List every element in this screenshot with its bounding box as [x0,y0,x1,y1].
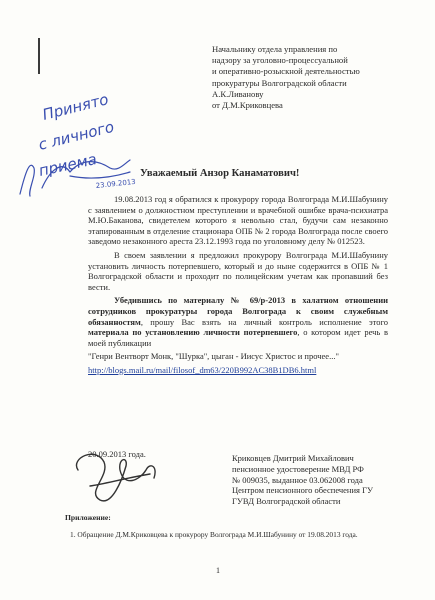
signer-line: ГУВД Волгоградской области [232,496,341,507]
addressee-line: прокуратуры Волгоградской области [212,77,347,88]
salutation: Уважаемый Анзор Канаматович! [140,168,300,179]
addressee-line: А.К.Ливанову [212,88,264,99]
letter-date: 20.09.2013 года. [88,449,146,459]
addressee-line: Начальнику отдела управления по [212,44,338,54]
request-text: , прошу Вас взять на личный контроль исполнение этого [140,316,388,327]
signer-line: Криковцев Дмитрий Михайлович [232,453,354,463]
signer-line: пенсионное удостоверение МВД РФ [232,463,364,474]
addressee-line: и оперативно-розыскной деятельностью [212,66,360,77]
request-bold-text: Убедившись по материалу № 69/р-2013 в халатном отношении сотрудников прокуратуры города Волгограда к своим служебным обязанностям [88,295,388,327]
attachment-item: 1. Обращение Д.М.Криковцева к прокурору Волгограда М.И.Шабунину от 19.08.2013 года. [70,530,358,539]
handwritten-date: 23.09.2013 [95,177,137,190]
handwritten-note-line: с личного [36,117,116,154]
publication-title: "Генри Вентворт Монк, "Шурка", цыган - Иисус Христос и прочее..." [88,351,339,362]
addressee-line: от Д.М.Криковцева [212,100,283,111]
signer-block [232,453,427,507]
addressee-line: надзору за уголовно-процессуальной [212,55,348,66]
handwritten-note-line: приема [37,150,99,180]
signer-line: № 009035, выданное 03.062008 года [232,474,363,485]
handwritten-note-line: Принято [40,90,111,124]
page-number: 1 [216,566,220,575]
attachment-title: Приложение: [65,513,111,522]
signer-line: Центром пенсионного обеспечения ГУ [232,485,374,496]
signature-stroke [76,454,155,501]
publication-link[interactable]: http://blogs.mail.ru/mail/filosof_dm63/220B992AC38B1DB6.html [88,364,317,375]
request-bold-text: материала по установлению личности потерпевшего [88,327,298,338]
paragraph: В своем заявлении я предложил прокурору Волгограда М.И.Шабунину установить личность потерпевшего, который и до ныне содержится в ОПБ № 1 Волгоградской области и проходит по полицейским учетам как пропавший без вести. [88,249,388,292]
paragraph: 19.08.2013 год я обратился к прокурору города Волгограда М.И.Шабунину с заявлением о должностном преступлении и врачебной ошибке врача-психиатра М.Ю.Баканова, свидетелем которого я невольно стал, будучи сам незаконно этапированным в отделение стационара ОПБ № 2 города Волгограда после своего заведомо незаконного ареста 23.12.1993 года по уголовному делу № 012523. [88,194,388,247]
request-text: , о котором идет речь в моей публикации [88,327,388,348]
